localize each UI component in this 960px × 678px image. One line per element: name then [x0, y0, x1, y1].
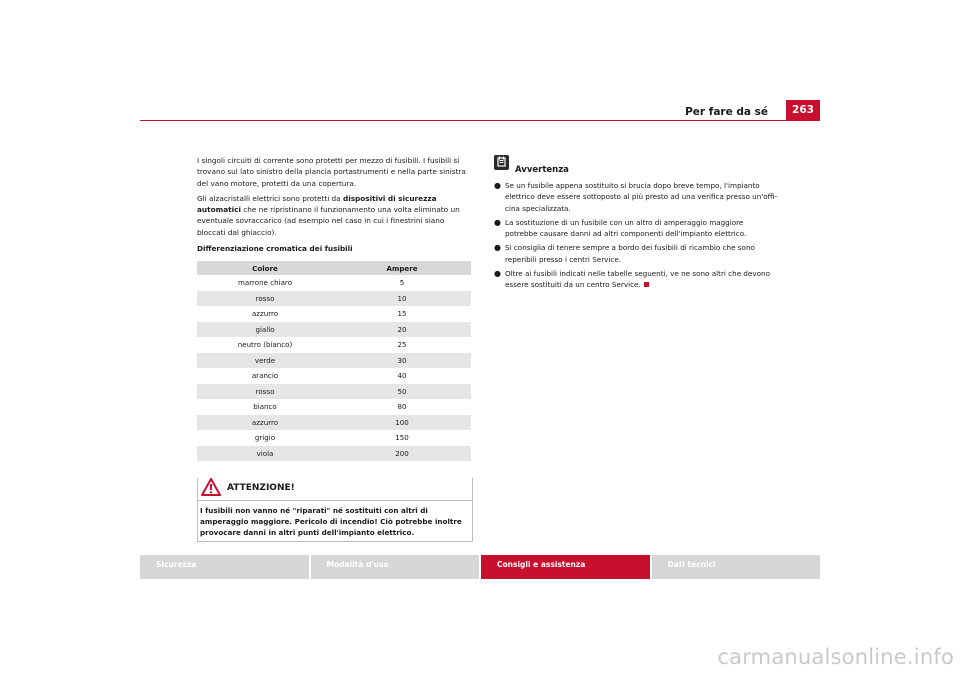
table-row: [197, 291, 471, 307]
fuse-ampere-cell: 30: [333, 353, 471, 369]
fuse-ampere-cell: 10: [333, 291, 471, 307]
warning-triangle-icon: [201, 478, 221, 496]
list-item: [494, 180, 778, 214]
list-item: [494, 268, 778, 291]
table-row: [197, 415, 471, 431]
fuse-color-cell: marrone chiaro: [237, 278, 293, 288]
paragraph-bold-text: dispositivi di sicurezza automatici: [197, 193, 437, 215]
fuse-color-cell: viola: [197, 446, 333, 462]
fuse-ampere-cell: 15: [397, 309, 407, 319]
tab-sicurezza[interactable]: Sicurezza: [140, 555, 309, 579]
fuse-color-cell: azzurro: [251, 309, 279, 319]
fuse-color-cell: arancio: [251, 371, 279, 381]
fuse-ampere-cell: 20: [333, 322, 471, 338]
warning-header: [198, 478, 472, 501]
fuse-ampere-cell: 200: [333, 446, 471, 462]
fuse-ampere-cell: 50: [333, 384, 471, 400]
note-title: Avvertenza: [515, 165, 569, 175]
fuse-color-cell: grigio: [254, 433, 276, 443]
watermark: carmanualsonline.info: [717, 645, 954, 669]
fuse-ampere-cell: 150: [395, 433, 409, 443]
table-row: [197, 399, 471, 415]
page-number: 263: [786, 100, 820, 120]
table-row: [197, 368, 471, 384]
note-list: [494, 180, 778, 291]
list-item-text: La sostituzione di un fusibile con un altro di amperaggio maggiore potrebbe causare danni ad altri componenti dell'impianto elettrico.: [505, 217, 747, 239]
right-column: [494, 155, 778, 294]
fuse-color-table: [197, 261, 471, 461]
window-protection-paragraph: [197, 193, 472, 238]
section-title: Per fare da sé: [685, 106, 768, 118]
column-header-ampere: Ampere: [333, 261, 471, 275]
page-header: [140, 100, 820, 121]
table-row: [197, 430, 471, 446]
fuse-ampere-cell: 5: [399, 278, 405, 288]
fuse-color-cell: neutro (bianco): [237, 340, 293, 350]
table-row: [197, 353, 471, 369]
fuse-color-cell: verde: [197, 353, 333, 369]
fuse-ampere-cell: 100: [333, 415, 471, 431]
fuse-ampere-cell: 25: [397, 340, 407, 350]
warning-box: [197, 478, 473, 542]
list-item-text: Si consiglia di tenere sempre a bordo dei fusibili di ricambio che sono reperibili presso i centri Service.: [505, 243, 755, 264]
note-header: [494, 155, 778, 177]
fuse-color-cell: giallo: [197, 322, 333, 338]
table-row: [197, 337, 471, 353]
warning-title: ATTENZIONE!: [227, 483, 295, 494]
warning-text: I fusibili non vanno né "riparati" né sostituiti con altri di amperaggio maggiore. Pericolo di incendio! Ciò potrebbe inoltre provocare danni in altri punti dell'impianto elettrico.: [200, 506, 462, 538]
end-of-section-icon: [644, 282, 649, 287]
tab-consigli-assistenza[interactable]: Consigli e assistenza: [481, 555, 650, 579]
note-icon: [494, 155, 509, 170]
table-row: [197, 275, 471, 291]
table-row: [197, 446, 471, 462]
fuse-table-body: [197, 275, 471, 461]
footer-navigation: [140, 555, 820, 579]
paragraph-text: Gli alzacristalli elettrici sono protetti da: [197, 193, 343, 203]
fuse-color-cell: rosso: [197, 291, 333, 307]
list-item: [494, 242, 778, 265]
paragraph-text: che ne ripristinano il funzionamento una volta eliminato un eventuale sovraccarico (ad esempio nel caso in cui i finestrini siano bloccati dal ghiaccio).: [197, 205, 460, 237]
fuse-color-cell: rosso: [197, 384, 333, 400]
column-header-color: Colore: [197, 261, 333, 275]
list-item-text: Se un fusibile appena sostituito si brucia dopo breve tempo, l'impianto elettrico deve essere sottoposto al più presto ad una verifica presso un'officina specializzata.: [505, 181, 778, 213]
table-row: [197, 384, 471, 400]
table-header-row: [197, 261, 471, 275]
list-item-text: Oltre ai fusibili indicati nelle tabelle seguenti, ve ne sono altri che devono essere sostituiti da un centro Service.: [505, 269, 770, 290]
tab-modalita-uso[interactable]: Modalità d'uso: [311, 555, 480, 579]
bullet-icon: ●: [494, 243, 501, 253]
fuse-color-subheading: Differenziazione cromatica dei fusibili: [197, 244, 353, 254]
table-row: [197, 306, 471, 322]
tab-dati-tecnici[interactable]: Dati tecnici: [652, 555, 821, 579]
bullet-icon: ●: [494, 269, 501, 279]
fuse-color-cell: azzurro: [197, 415, 333, 431]
fuse-ampere-cell: 40: [397, 371, 407, 381]
bullet-icon: ●: [494, 217, 501, 227]
table-row: [197, 322, 471, 338]
fuse-color-cell: bianco: [253, 402, 277, 412]
bullet-icon: ●: [494, 181, 501, 190]
fuse-ampere-cell: 80: [397, 402, 407, 412]
left-column: [197, 155, 472, 542]
list-item: [494, 217, 778, 240]
intro-paragraph: I singoli circuiti di corrente sono protetti per mezzo di fusibili. I fusibili si trovano sul lato sinistro della plancia portastrumenti e nella parte sinistra del vano motore, protetti da una copertura.: [197, 156, 466, 188]
